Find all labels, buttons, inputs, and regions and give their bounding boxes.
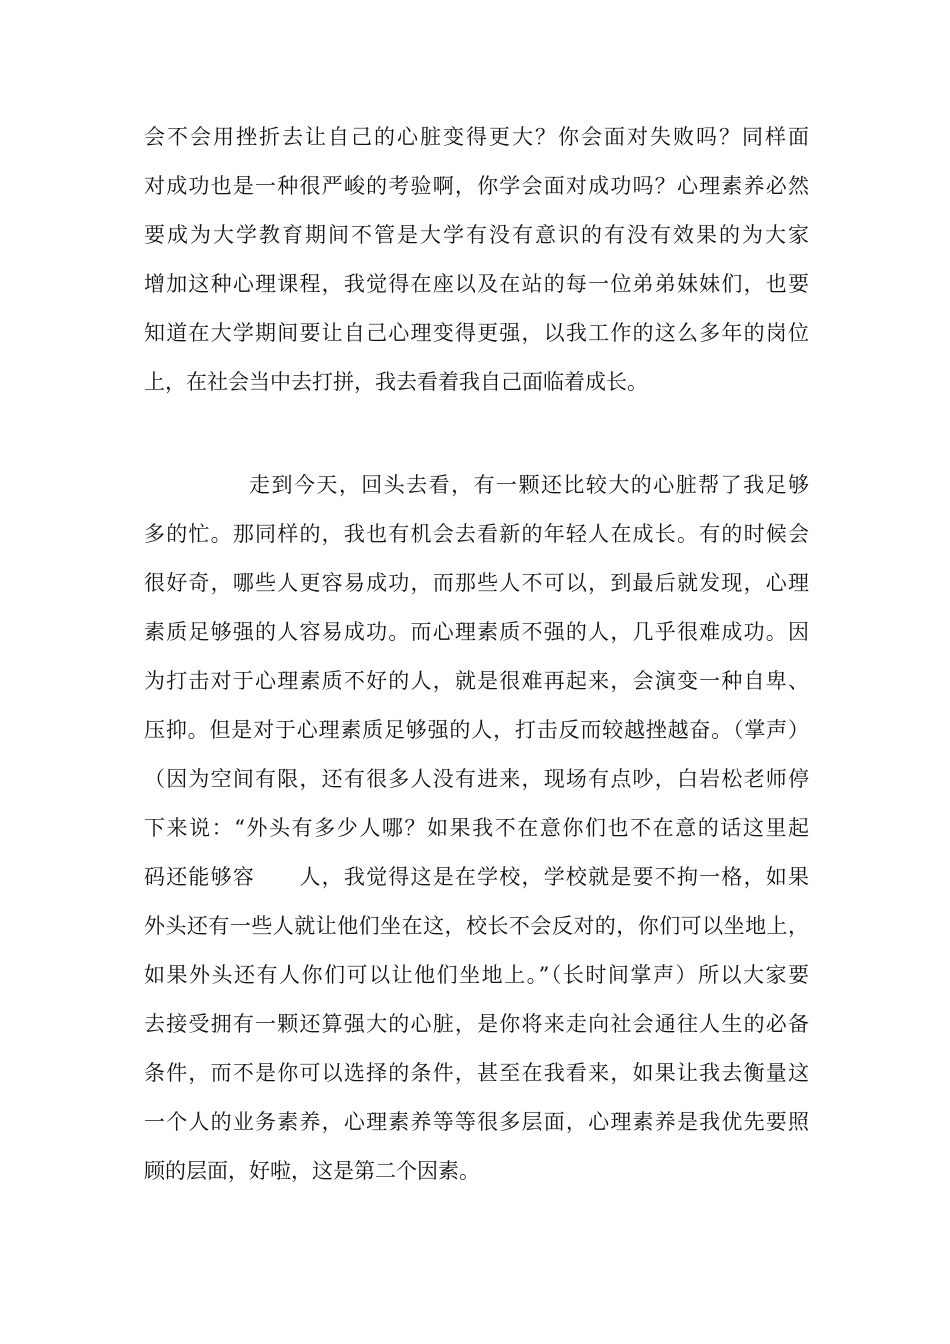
paragraph-line: 素质足够强的人容易成功。而心理素质不强的人，几乎很难成功。因 [144, 620, 809, 644]
paragraph-line: 条件，而不是你可以选择的条件，甚至在我看来，如果让我去衡量这 [144, 1061, 809, 1085]
paragraph-line: 很好奇，哪些人更容易成功，而那些人不可以，到最后就发现，心理 [144, 571, 809, 595]
paragraph-line: 增加这种心理课程，我觉得在座以及在站的每一位弟弟妹妹们，也要 [144, 272, 809, 296]
paragraph-1 [144, 113, 809, 407]
paragraph-2 [144, 461, 809, 1196]
paragraph-line: 会不会用挫折去让自己的心脏变得更大？你会面对失败吗？同样面 [144, 125, 809, 149]
paragraph-line: 一个人的业务素养，心理素养等等很多层面，心理素养是我优先要照 [144, 1110, 809, 1134]
paragraph-line: 走到今天，回头去看，有一颗还比较大的心脏帮了我足够 [249, 473, 809, 497]
paragraph-line: 下来说：“外头有多少人哪？如果我不在意你们也不在意的话这里起 [144, 816, 809, 840]
paragraph-line: 知道在大学期间要让自己心理变得更强，以我工作的这么多年的岗位 [144, 321, 809, 345]
paragraph-line: 上，在社会当中去打拼，我去看着我自己面临着成长。 [144, 370, 648, 394]
paragraph-line: 对成功也是一种很严峻的考验啊，你学会面对成功吗？心理素养必然 [144, 174, 809, 198]
paragraph-line: 如果外头还有人你们可以让他们坐地上。”（长时间掌声）所以大家要 [144, 963, 809, 987]
paragraph-line: （因为空间有限，还有很多人没有进来，现场有点吵，白岩松老师停 [144, 767, 809, 791]
paragraph-line: 顾的层面，好啦，这是第二个因素。 [144, 1159, 480, 1183]
paragraph-line: 码还能够容 人，我觉得这是在学校，学校就是要不拘一格，如果 [144, 865, 809, 889]
paragraph-line: 去接受拥有一颗还算强大的心脏，是你将来走向社会通往人生的必备 [144, 1012, 809, 1036]
paragraph-line: 压抑。但是对于心理素质足够强的人，打击反而较越挫越奋。（掌声） [144, 718, 809, 742]
paragraph-line: 多的忙。那同样的，我也有机会去看新的年轻人在成长。有的时候会 [144, 522, 809, 546]
paragraph-line: 为打击对于心理素质不好的人，就是很难再起来，会演变一种自卑、 [144, 669, 809, 693]
paragraph-line: 外头还有一些人就让他们坐在这，校长不会反对的，你们可以坐地上， [144, 914, 809, 938]
paragraph-line: 要成为大学教育期间不管是大学有没有意识的有没有效果的为大家 [144, 223, 809, 247]
